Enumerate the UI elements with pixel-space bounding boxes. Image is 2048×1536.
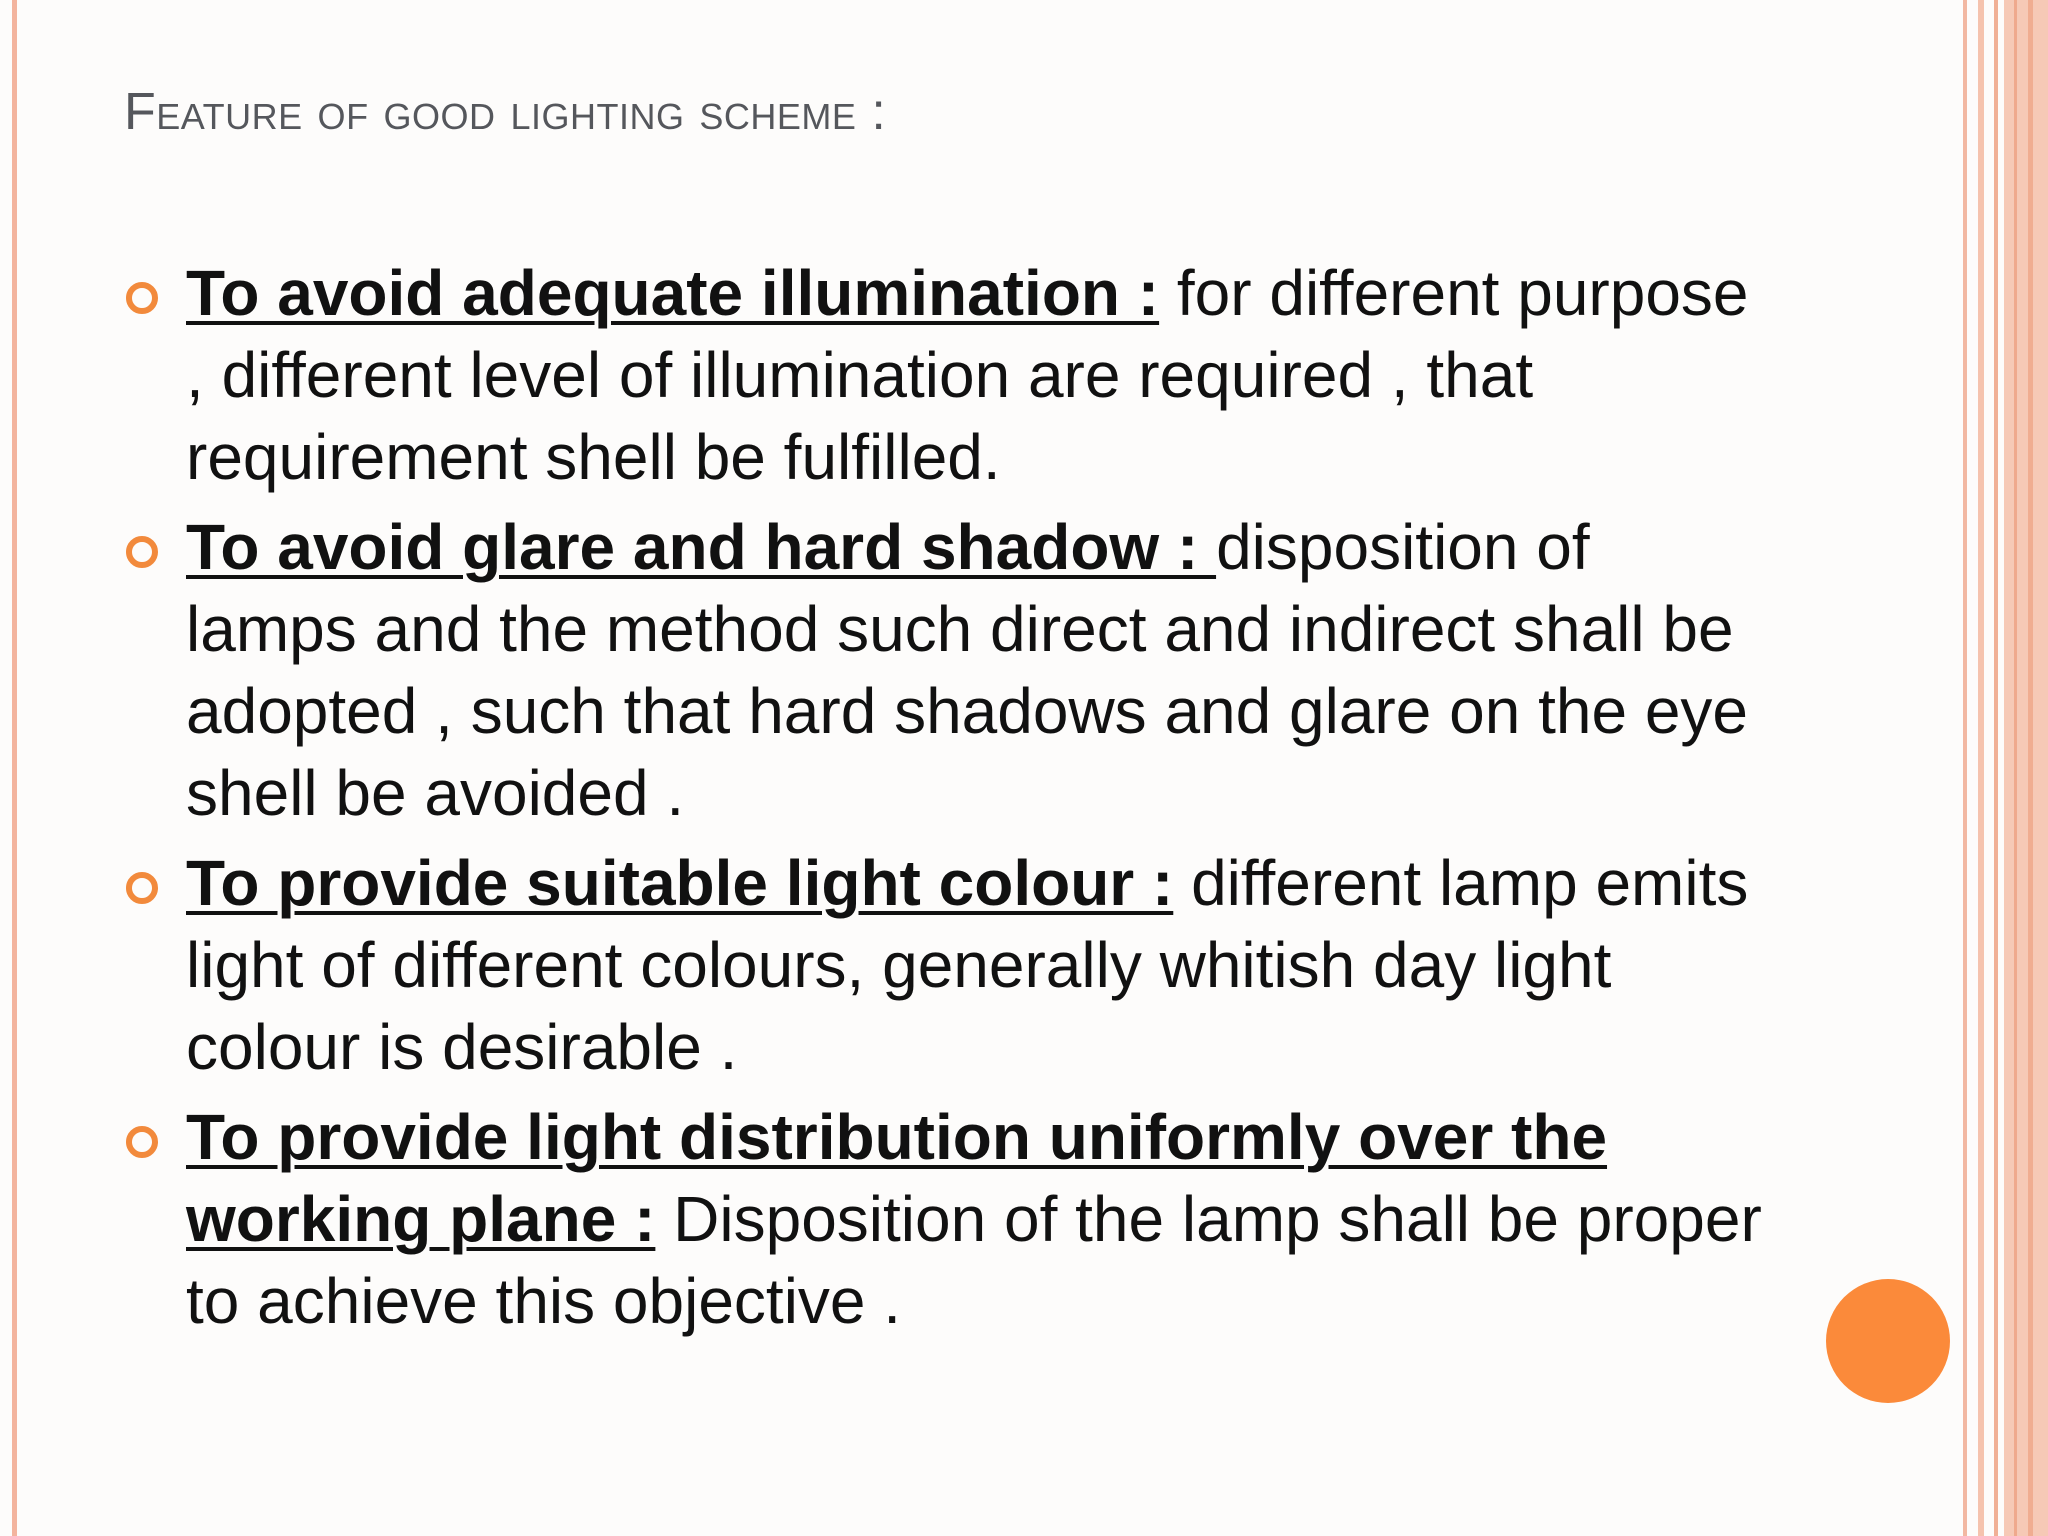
bullet-text: disposition of lamps and the method such direct and indirect shall be adopted , such that hard shadows and glare on the eye shell be avoided . — [186, 511, 1748, 829]
right-border-band — [2004, 0, 2048, 1536]
bullet-circle-icon — [126, 536, 158, 568]
bullet-circle-icon — [126, 872, 158, 904]
bullet-heading: To provide suitable light colour : — [186, 847, 1174, 919]
right-border-line — [1978, 0, 1984, 1536]
bullet-circle-icon — [126, 1126, 158, 1158]
right-border-line — [1994, 0, 1998, 1536]
bullet-item — [124, 506, 1764, 834]
right-border-line — [2014, 0, 2017, 1536]
bullet-heading: To avoid glare and hard shadow : — [186, 511, 1217, 583]
bullet-text: Disposition of the lamp shall be proper to achieve this objective . — [186, 1183, 1762, 1337]
bullet-circle-icon — [126, 282, 158, 314]
bullet-text: for different purpose , different level of illumination are required , that requirement shell be fulfilled. — [186, 257, 1749, 493]
bullet-heading: To provide light distribution uniformly over the working plane : — [186, 1101, 1608, 1255]
decorative-circle-icon — [1826, 1279, 1950, 1403]
left-border-line — [12, 0, 17, 1536]
slide-title: Feature of good lighting scheme : — [124, 83, 887, 141]
bullet-heading: To avoid adequate illumination : — [186, 257, 1160, 329]
bullet-item — [124, 252, 1764, 498]
bullet-item — [124, 842, 1764, 1088]
bullet-text: different lamp emits light of different colours, generally whitish day light colour is desirable . — [186, 847, 1749, 1083]
right-border-line — [2028, 0, 2033, 1536]
right-border-line — [1963, 0, 1967, 1536]
bullet-item — [124, 1096, 1764, 1342]
bullet-list — [124, 252, 1764, 1350]
